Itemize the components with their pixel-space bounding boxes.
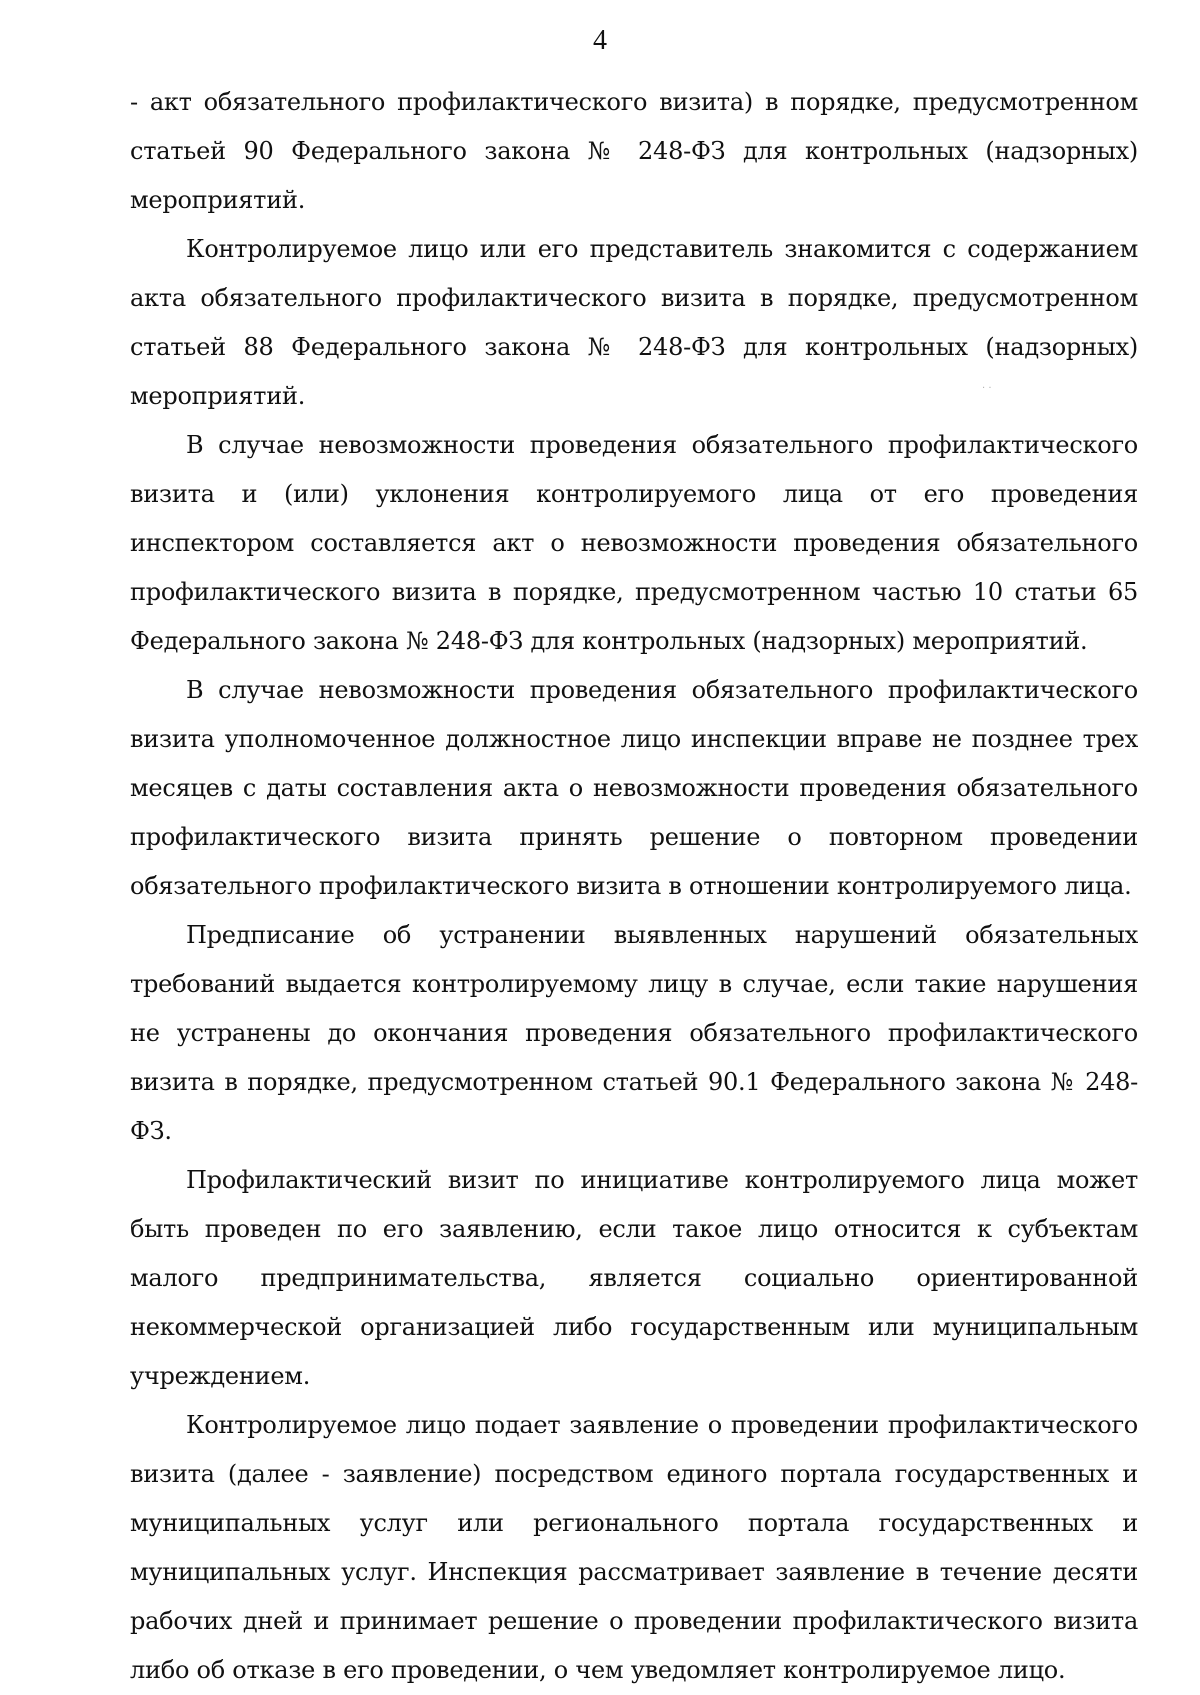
paragraph-7: Контролируемое лицо подает заявление о проведении профилактического визита (далее - заявление) посредством единого портала государственных и муниципальных услуг или регионального портала государственных и муниципальных услуг. Инспекция рассматривает заявление в течение десяти рабочих дней и принимает решение о проведении профилактического визита либо об отказе в его проведении, о чем уведомляет контролируемое лицо.: [130, 1411, 1138, 1684]
paragraph-6: Профилактический визит по инициативе контролируемого лица может быть проведен по его заявлению, если такое лицо относится к субъектам малого предпринимательства, является социально ориентированной некоммерческой организацией либо государственным или муниципальным учреждением.: [130, 1166, 1138, 1390]
paragraph-5: Предписание об устранении выявленных нарушений обязательных требований выдается контролируемому лицу в случае, если такие нарушения не устранены до окончания проведения обязательного профилактического визита в порядке, предусмотренном статьей 90.1 Федерального закона № 248-ФЗ.: [130, 921, 1138, 1145]
paragraph-1: - акт обязательного профилактического визита) в порядке, предусмотренном статьей 90 Федерального закона № 248-ФЗ для контрольных (надзорных) мероприятий.: [130, 88, 1138, 214]
paragraph-4: В случае невозможности проведения обязательного профилактического визита уполномоченное должностное лицо инспекции вправе не позднее трех месяцев с даты составления акта о невозможности проведения обязательного профилактического визита принять решение о повторном проведении обязательного профилактического визита в отношении контролируемого лица.: [130, 676, 1138, 900]
page-number: 4: [593, 25, 607, 56]
scan-speck: · ·: [982, 383, 992, 394]
paragraph-3: В случае невозможности проведения обязательного профилактического визита и (или) уклонения контролируемого лица от его проведения инспектором составляется акт о невозможности проведения обязательного профилактического визита в порядке, предусмотренном частью 10 статьи 65 Федерального закона № 248-ФЗ для контрольных (надзорных) мероприятий.: [130, 431, 1138, 655]
paragraph-2: Контролируемое лицо или его представитель знакомится с содержанием акта обязательного профилактического визита в порядке, предусмотренном статьей 88 Федерального закона № 248-ФЗ для контрольных (надзорных) мероприятий.: [130, 235, 1138, 410]
document-body: [130, 78, 1138, 1695]
